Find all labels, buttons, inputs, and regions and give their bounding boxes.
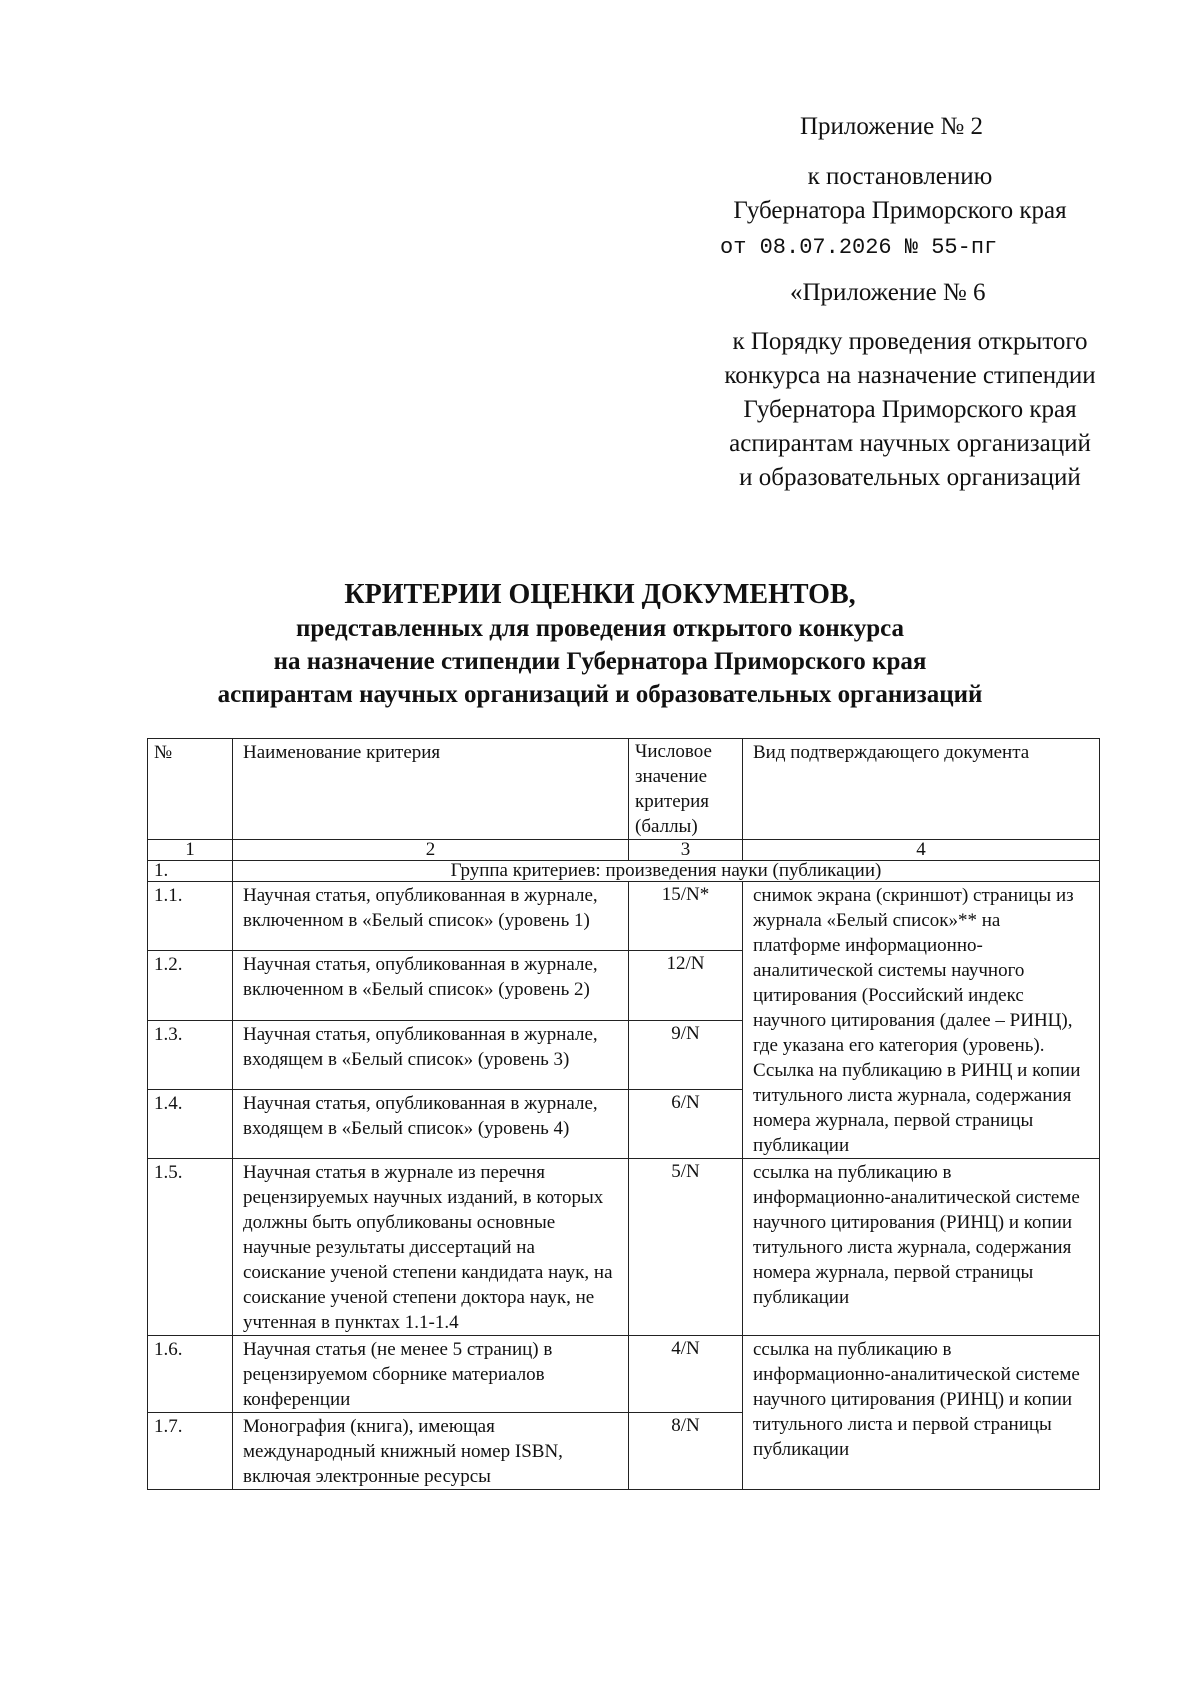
row-doc: ссылка на публикацию в информационно-аналитической системе научного цитирования (РИНЦ) и копии титульного листа и первой страницы публикации: [743, 1336, 1100, 1490]
row-value: 5/N: [629, 1159, 743, 1336]
row-value: 15/N*: [629, 882, 743, 951]
table-row: [148, 882, 1100, 951]
row-no: 1.2.: [148, 951, 233, 1020]
row-value: 12/N: [629, 951, 743, 1020]
row-name: Научная статья, опубликованная в журнале, включенном в «Белый список» (уровень 1): [233, 882, 629, 951]
row-name: Научная статья, опубликованная в журнале, входящем в «Белый список» (уровень 3): [233, 1020, 629, 1089]
header-value: Числовое значение критерия (баллы): [629, 739, 743, 840]
row-name: Монография (книга), имеющая международный книжный номер ISBN, включая электронные ресурсы: [233, 1413, 629, 1490]
group-no: 1.: [148, 861, 233, 882]
row-value: 4/N: [629, 1336, 743, 1413]
row-no: 1.1.: [148, 882, 233, 951]
order-line: аспирантам научных организаций: [729, 430, 1091, 457]
column-index: 3: [629, 840, 743, 861]
row-value: 6/N: [629, 1089, 743, 1158]
order-line: Губернатора Приморского края: [743, 396, 1077, 423]
header-name: Наименование критерия: [233, 739, 629, 840]
row-value: 8/N: [629, 1413, 743, 1490]
governor-label: Губернатора Приморского края: [733, 197, 1067, 224]
row-no: 1.5.: [148, 1159, 233, 1336]
resolution-label: к постановлению: [807, 163, 993, 190]
row-name: Научная статья в журнале из перечня рецензируемых научных изданий, в которых должны быть опубликованы основные научные результаты диссертаций на соискание ученой степени кандидата наук, на соискание ученой степени доктора наук, не учтенная в пунктах 1.1-1.4: [233, 1159, 629, 1336]
row-doc: ссылка на публикацию в информационно-аналитической системе научного цитирования (РИНЦ) и копии титульного листа журнала, содержания номера журнала, первой страницы публикации: [743, 1159, 1100, 1336]
row-value: 9/N: [629, 1020, 743, 1089]
group-row: [148, 861, 1100, 882]
table-header-row: [148, 739, 1100, 840]
table-row: [148, 1159, 1100, 1336]
row-name: Научная статья, опубликованная в журнале, включенном в «Белый список» (уровень 2): [233, 951, 629, 1020]
table-row: [148, 1336, 1100, 1413]
order-reference: [690, 325, 1130, 495]
criteria-table: [147, 738, 1100, 1490]
title-main: КРИТЕРИИ ОЦЕНКИ ДОКУМЕНТОВ,: [344, 579, 856, 610]
header-doc: Вид подтверждающего документа: [743, 739, 1100, 840]
row-no: 1.3.: [148, 1020, 233, 1089]
row-no: 1.6.: [148, 1336, 233, 1413]
order-line: конкурса на назначение стипендии: [724, 362, 1096, 389]
column-index: 4: [743, 840, 1100, 861]
appendix-label: Приложение № 2: [800, 113, 984, 140]
row-name: Научная статья (не менее 5 страниц) в рецензируемом сборнике материалов конференции: [233, 1336, 629, 1413]
row-doc: снимок экрана (скриншот) страницы из журнала «Белый список»** на платформе информационно-аналитической системы научного цитирования (Российский индекс научного цитирования (далее – РИНЦ), где указана его категория (уровень). Ссылка на публикацию в РИНЦ и копии титульного листа журнала, содержания номера журнала, первой страницы публикации: [743, 882, 1100, 1159]
row-no: 1.7.: [148, 1413, 233, 1490]
prev-appendix-label: «Приложение № 6: [790, 279, 986, 306]
row-no: 1.4.: [148, 1089, 233, 1158]
column-index: 2: [233, 840, 629, 861]
row-name: Научная статья, опубликованная в журнале, входящем в «Белый список» (уровень 4): [233, 1089, 629, 1158]
title-subline: на назначение стипендии Губернатора Приморского края: [273, 648, 927, 675]
document-title: [0, 578, 1200, 711]
column-index: 1: [148, 840, 233, 861]
group-label: Группа критериев: произведения науки (публикации): [233, 861, 1100, 882]
header-no: №: [148, 739, 233, 840]
title-subline: представленных для проведения открытого конкурса: [295, 615, 905, 642]
date-number: от 08.07.2026 № 55-пг: [720, 235, 998, 260]
order-line: к Порядку проведения открытого: [732, 328, 1088, 355]
column-index-row: [148, 840, 1100, 861]
order-line: и образовательных организаций: [739, 464, 1081, 491]
title-subline: аспирантам научных организаций и образовательных организаций: [217, 681, 983, 708]
